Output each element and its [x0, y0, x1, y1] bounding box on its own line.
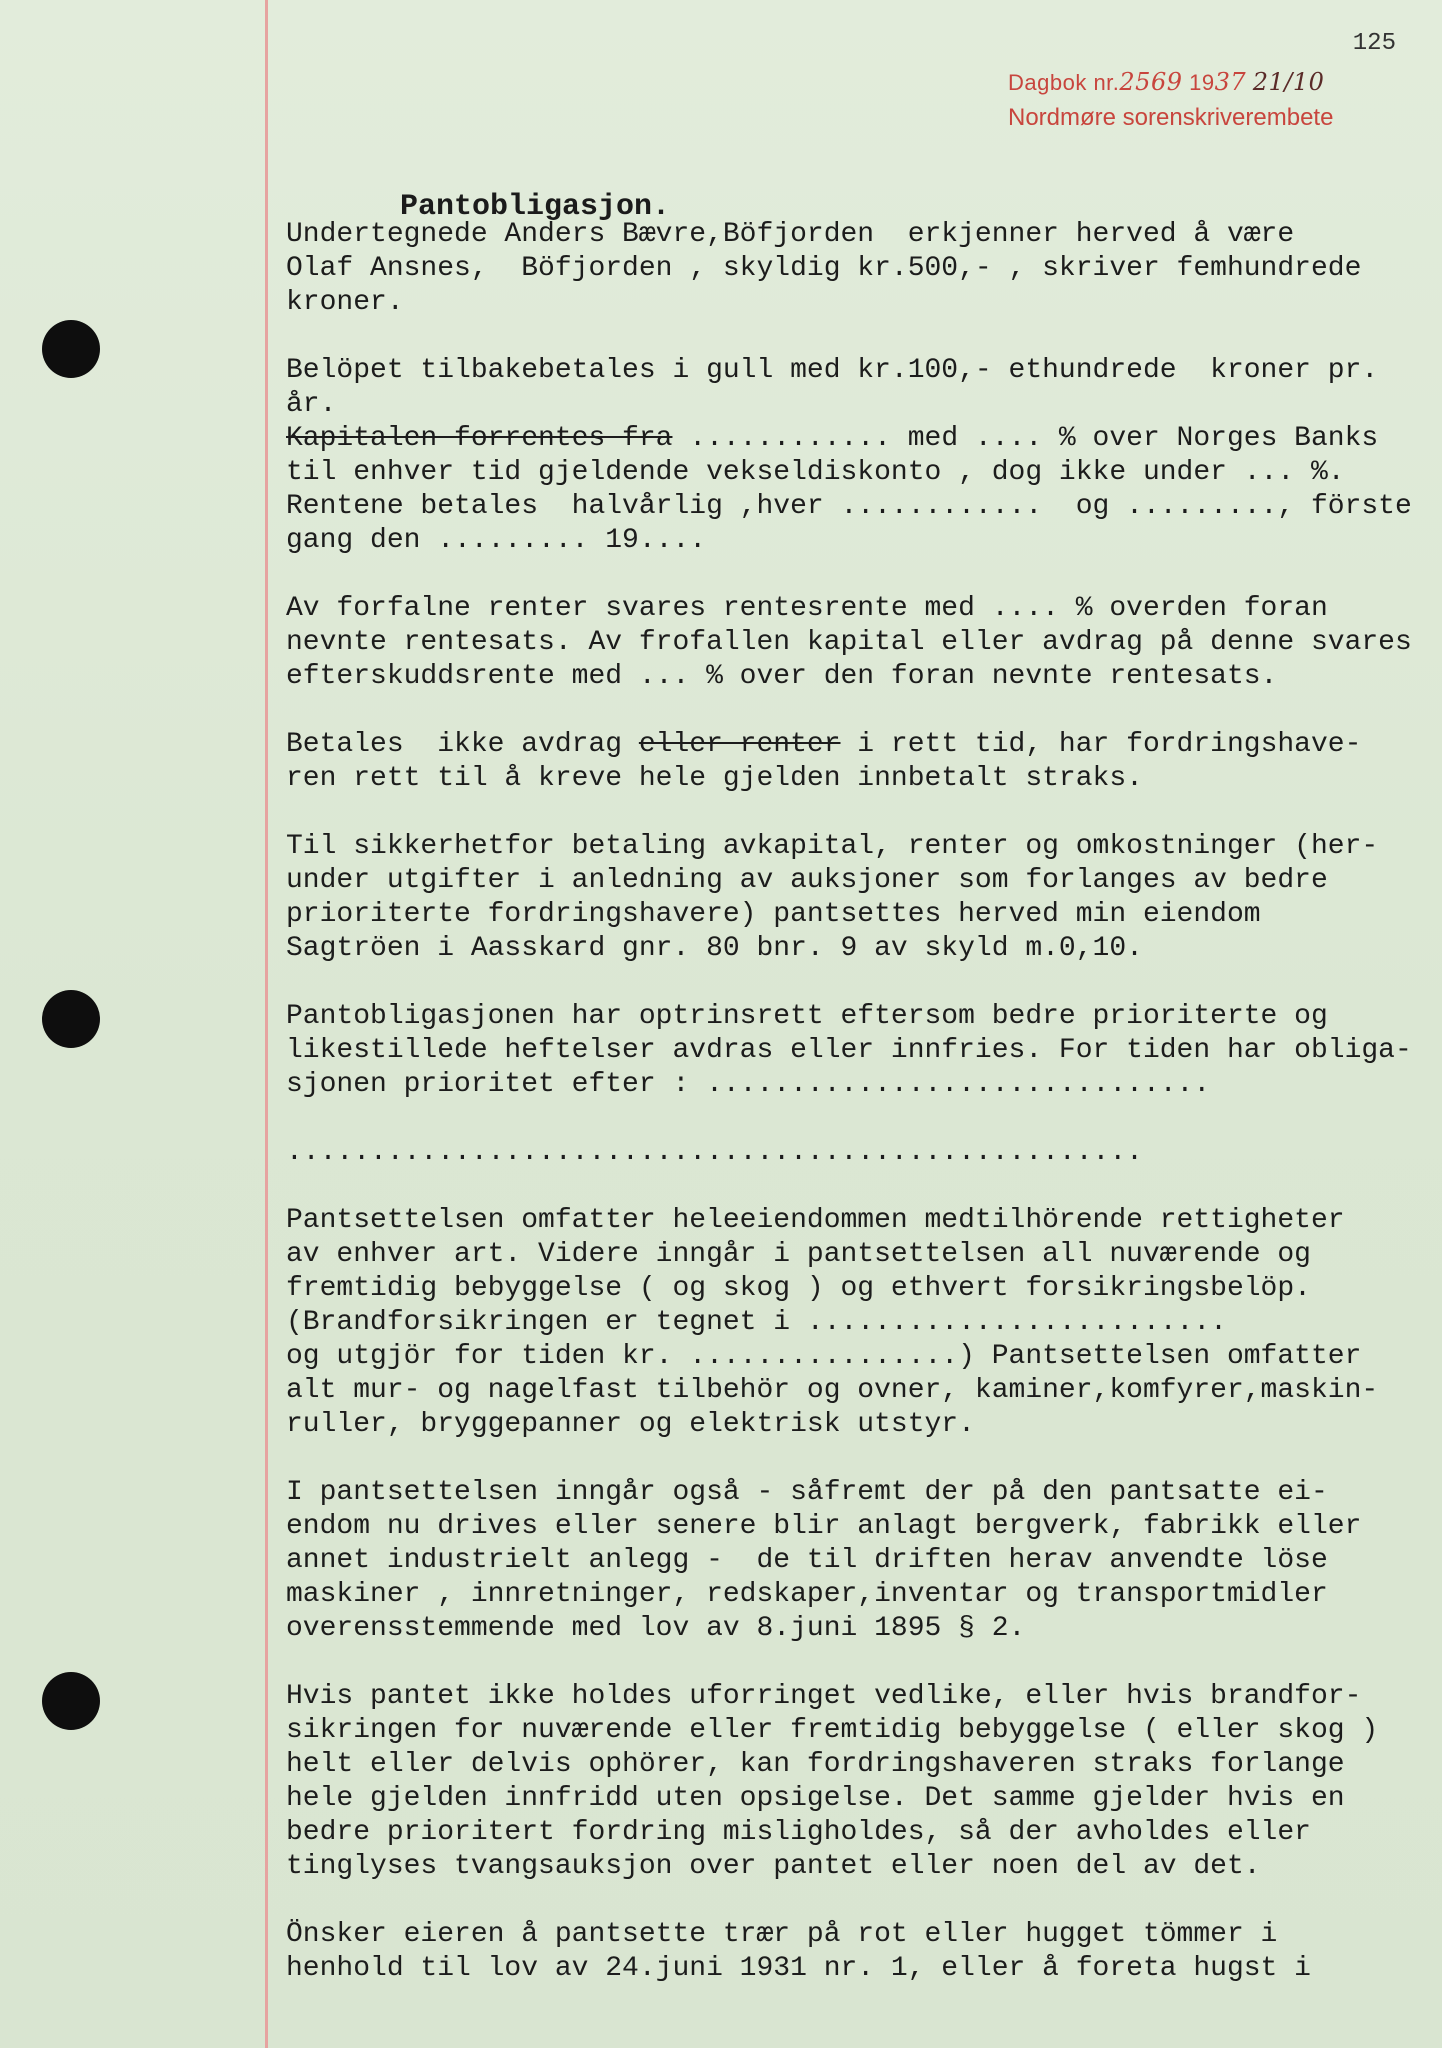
punch-hole	[42, 320, 100, 378]
text-line	[286, 422, 1426, 456]
text-line: sjonen prioritet efter : ..............................	[286, 1069, 1211, 1100]
text-line: Sagtröen i Aasskard gnr. 80 bnr. 9 av skyld m.0,10.	[286, 933, 1143, 964]
text-line: nevnte rentesats. Av frofallen kapital eller avdrag på denne svares	[286, 627, 1412, 658]
text-line: Pantobligasjonen har optrinsrett eftersom bedre prioriterte og	[286, 1001, 1328, 1032]
text-line: Undertegnede Anders Bævre,Böfjorden erkjenner herved å være	[286, 219, 1295, 250]
text-line	[286, 728, 1426, 762]
paragraph-6	[286, 1000, 1426, 1170]
text-line: gang den ......... 19....	[286, 525, 707, 556]
struck-text: eller renter	[638, 729, 841, 760]
paragraph-7	[286, 1204, 1426, 1442]
text-line: Til sikkerhetfor betaling avkapital, renter og omkostninger (her-	[286, 831, 1379, 862]
text-line: Rentene betales halvårlig ,hver ............ og ........., förste	[286, 491, 1412, 522]
text-segment: ............ med .... % over Norges Banks	[672, 423, 1379, 454]
punch-hole	[42, 1672, 100, 1730]
text-line: endom nu drives eller senere blir anlagt bergverk, fabrikk eller	[286, 1511, 1362, 1542]
paragraph-9	[286, 1680, 1426, 1884]
text-line: Belöpet tilbakebetales i gull med kr.100,- ethundrede kroner pr.	[286, 355, 1379, 386]
text-line: Pantsettelsen omfatter heleeiendommen medtilhörende rettigheter	[286, 1205, 1345, 1236]
text-line: ruller, bryggepanner og elektrisk utstyr.	[286, 1409, 975, 1440]
struck-text: Kapitalen forrentes fra	[286, 423, 673, 454]
text-line: Hvis pantet ikke holdes uforringet vedlike, eller hvis brandfor-	[286, 1681, 1362, 1712]
paragraph-3	[286, 592, 1426, 694]
dagbok-number: 2569	[1119, 68, 1183, 96]
paragraph-2	[286, 354, 1426, 558]
dagbok-stamp	[1008, 68, 1324, 96]
text-line: helt eller delvis ophörer, kan fordringshaveren straks forlange	[286, 1749, 1345, 1780]
text-line: I pantsettelsen inngår også - såfremt der på den pantsatte ei-	[286, 1477, 1328, 1508]
text-line: henhold til lov av 24.juni 1931 nr. 1, eller å foreta hugst i	[286, 1953, 1311, 1984]
text-line: maskiner , innretninger, redskaper,inventar og transportmidler	[286, 1579, 1328, 1610]
text-line: ren rett til å kreve hele gjelden innbetalt straks.	[286, 763, 1143, 794]
text-line: hele gjelden innfridd uten opsigelse. Det samme gjelder hvis en	[286, 1783, 1345, 1814]
text-line: efterskuddsrente med ... % over den foran nevnte rentesats.	[286, 661, 1278, 692]
text-line: tinglyses tvangsauksjon over pantet eller noen del av det.	[286, 1851, 1261, 1882]
text-line: likestillede heftelser avdras eller innfries. For tiden har obliga-	[286, 1035, 1412, 1066]
text-segment: Betales ikke avdrag	[286, 729, 639, 760]
text-line: overensstemmende med lov av 8.juni 1895 § 2.	[286, 1613, 1026, 1644]
paragraph-8	[286, 1476, 1426, 1646]
text-line: av enhver art. Videre inngår i pantsettelsen all nuværende og	[286, 1239, 1311, 1270]
text-line: bedre prioritert fordring misligholdes, så der avholdes eller	[286, 1817, 1311, 1848]
text-line: til enhver tid gjeldende vekseldiskonto , dog ikke under ... %.	[286, 457, 1345, 488]
punch-hole	[42, 990, 100, 1048]
text-line: annet industrielt anlegg - de til driften herav anvendte löse	[286, 1545, 1328, 1576]
text-line: fremtidig bebyggelse ( og skog ) og ethvert forsikringsbelöp.	[286, 1273, 1311, 1304]
stamp-date: 21/10	[1252, 68, 1325, 96]
text-line: prioriterte fordringshavere) pantsettes herved min eiendom	[286, 899, 1261, 930]
text-line	[286, 1102, 1426, 1136]
paragraph-5	[286, 830, 1426, 966]
text-line: Av forfalne renter svares rentesrente med .... % overden foran	[286, 593, 1328, 624]
document-body	[286, 218, 1426, 2020]
text-line: (Brandforsikringen er tegnet i .........................	[286, 1307, 1227, 1338]
document-title: Pantobligasjon.	[400, 190, 671, 224]
paragraph-4	[286, 728, 1426, 796]
text-line: under utgifter i anledning av auksjoner som forlanges av bedre	[286, 865, 1328, 896]
text-line: og utgjör for tiden kr. ................) Pantsettelsen omfatter	[286, 1341, 1362, 1372]
dagbok-label: Dagbok nr.	[1008, 70, 1120, 95]
paragraph-10	[286, 1918, 1426, 1986]
paragraph-1	[286, 218, 1426, 320]
text-line: sikringen for nuværende eller fremtidig bebyggelse ( eller skog )	[286, 1715, 1379, 1746]
office-stamp: Nordmøre sorenskriverembete	[1008, 104, 1334, 131]
text-line: alt mur- og nagelfast tilbehör og ovner, kaminer,komfyrer,maskin-	[286, 1375, 1379, 1406]
text-line: Önsker eieren å pantsette trær på rot eller hugget tömmer i	[286, 1919, 1278, 1950]
margin-line	[265, 0, 268, 2048]
text-segment: i rett tid, har fordringshave-	[840, 729, 1362, 760]
text-line: kroner.	[286, 287, 404, 318]
year-suffix: 37	[1214, 68, 1247, 96]
year-prefix: 19	[1189, 70, 1215, 95]
text-line: år.	[286, 389, 337, 420]
text-line: ...................................................	[286, 1137, 1143, 1168]
text-line: Olaf Ansnes, Böfjorden , skyldig kr.500,- , skriver femhundrede	[286, 253, 1362, 284]
page-number: 125	[1352, 30, 1396, 57]
